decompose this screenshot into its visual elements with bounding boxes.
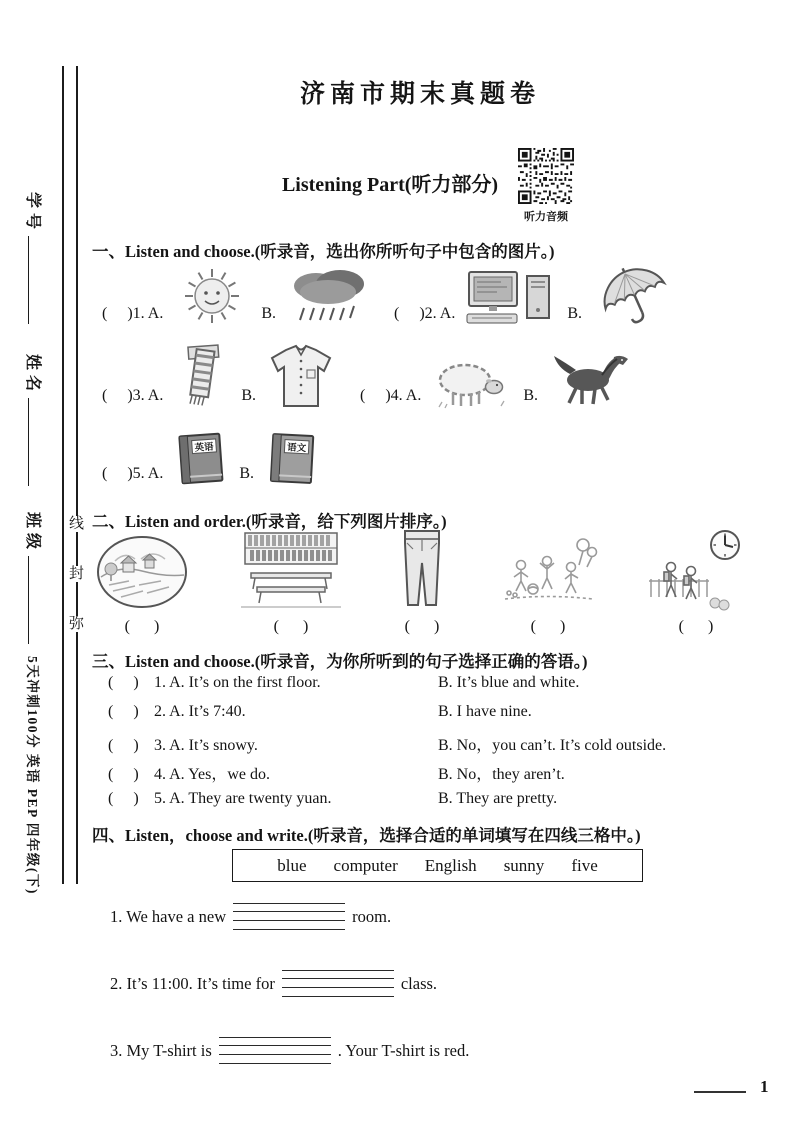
option-a: 5. A. They are twenty yuan. <box>154 790 332 807</box>
option-a: 2. A. It’s 7:40. <box>154 703 246 720</box>
seal-line-left <box>62 66 64 884</box>
umbrella-image <box>592 264 676 328</box>
horse-image <box>548 350 634 410</box>
sentence-post: room. <box>352 907 392 926</box>
footer-rule <box>694 1091 746 1093</box>
page-number: 1 <box>760 1077 769 1096</box>
english-book-image <box>173 430 229 488</box>
sidebar-student-no <box>23 192 46 324</box>
student-no-fill-line <box>28 236 42 324</box>
playground-image <box>497 531 599 611</box>
s1-row-2 <box>102 344 634 410</box>
answer-bracket: ( ) <box>108 703 139 720</box>
option-b: B. It’s blue and white. <box>438 674 580 691</box>
chinese-book-text: 语文 <box>286 443 307 455</box>
s2-bracket-3: ( ) <box>404 618 440 635</box>
option-a: 1. A. It’s on the first floor. <box>154 674 321 691</box>
s3-item-2 <box>108 703 768 732</box>
seal-char-2: 封 <box>68 566 84 582</box>
sidebar-class <box>23 512 46 644</box>
sentence-post: . Your T-shirt is red. <box>337 1041 470 1060</box>
chinese-book-image <box>264 430 320 488</box>
library-image <box>235 529 347 611</box>
option-b: B. I have nine. <box>438 703 532 720</box>
sentence-pre: 1. We have a new <box>110 907 227 926</box>
s1-item1-label: ( )1. A. <box>102 305 164 322</box>
school-clock-image <box>645 527 747 611</box>
s2-cell-3 <box>393 527 451 636</box>
section4-heading: 四、Listen，choose and write.(听录音，选择合适的单词填写在四线三格中。) <box>92 826 641 845</box>
answer-bracket: ( ) <box>108 766 139 783</box>
writing-grid <box>282 970 394 997</box>
word-bank-word: blue <box>277 855 307 875</box>
seal-char-1: 线 <box>68 516 84 532</box>
option-b: B. They are pretty. <box>438 790 558 807</box>
s4-sentence-1 <box>110 903 391 930</box>
qr-code-icon <box>518 148 574 204</box>
s2-cell-2 <box>235 529 347 636</box>
audio-qr-label: 听力音频 <box>524 211 568 223</box>
page-title: 济南市期末真题卷 <box>299 81 540 108</box>
sentence-pre: 3. My T-shirt is <box>110 1041 212 1060</box>
s1-item5-label: ( )5. A. <box>102 465 164 482</box>
s2-cell-1 <box>95 533 189 636</box>
word-bank-word: English <box>424 855 477 875</box>
sidebar-book-title: 5天冲刺100分 英语 PEP 四年级(下) <box>25 656 40 895</box>
option-b: B. No，they aren’t. <box>438 766 565 783</box>
class-label: 班级 <box>24 512 41 555</box>
s2-cell-5 <box>645 527 747 636</box>
s3-item-5 <box>108 790 768 819</box>
student-no-label: 学号 <box>24 192 41 235</box>
s4-sentence-2 <box>110 970 437 997</box>
section2-heading: 二、Listen and order.(听录音，给下列图片排序。) <box>92 512 447 531</box>
s1-item1-b-label: B. <box>261 305 276 322</box>
section3-heading: 三、Listen and choose.(听录音，为你所听到的句子选择正确的答语。) <box>92 652 588 671</box>
s1-item2-b-label: B. <box>567 305 582 322</box>
name-fill-line <box>28 398 42 486</box>
sentence-post: class. <box>400 974 438 993</box>
s4-sentence-3 <box>110 1037 469 1064</box>
answer-bracket: ( ) <box>108 737 139 754</box>
s1-item4-label: ( )4. A. <box>360 387 422 404</box>
s1-item3-label: ( )3. A. <box>102 387 164 404</box>
writing-grid <box>219 1037 331 1064</box>
word-bank-word: sunny <box>503 855 545 875</box>
word-bank-box <box>232 849 643 882</box>
sidebar-name <box>23 354 46 486</box>
answer-bracket: ( ) <box>108 674 139 691</box>
listening-part-heading: Listening Part(听力部分) <box>281 174 499 196</box>
shirt-image <box>266 344 336 410</box>
pants-image <box>393 527 451 611</box>
option-a: 4. A. Yes，we do. <box>154 766 271 783</box>
s2-bracket-1: ( ) <box>124 618 160 635</box>
english-book-text: 英语 <box>194 442 215 454</box>
s2-bracket-2: ( ) <box>273 618 309 635</box>
word-bank-word: five <box>571 855 598 875</box>
s1-item3-b-label: B. <box>241 387 256 404</box>
s3-item-3 <box>108 732 768 761</box>
option-a: 3. A. It’s snowy. <box>154 737 258 754</box>
sentence-pre: 2. It’s 11:00. It’s time for <box>110 974 275 993</box>
sheep-image <box>431 354 513 410</box>
s1-item2-label: ( )2. A. <box>394 305 456 322</box>
s2-bracket-5: ( ) <box>678 618 714 635</box>
computer-image <box>465 266 557 328</box>
word-bank-word: computer <box>333 855 398 875</box>
s3-item-1 <box>108 674 768 703</box>
class-fill-line <box>28 556 42 644</box>
s3-list <box>108 674 768 819</box>
section1-heading: 一、Listen and choose.(听录音，选出你所听句子中包含的图片。) <box>92 242 555 261</box>
s3-item-4 <box>108 761 768 790</box>
s2-cell-4 <box>497 531 599 636</box>
s1-item4-b-label: B. <box>523 387 538 404</box>
s2-bracket-4: ( ) <box>530 618 566 635</box>
scarf-image <box>173 344 231 410</box>
seal-line-right <box>76 66 78 884</box>
rain-cloud-image <box>286 264 370 328</box>
seal-char-3: 弥 <box>68 616 84 632</box>
s1-row-3 <box>102 430 320 488</box>
option-b: B. No，you can’t. It’s cold outside. <box>438 737 667 754</box>
name-label: 姓名 <box>24 354 41 397</box>
s1-row-1 <box>102 264 676 328</box>
answer-bracket: ( ) <box>108 790 139 807</box>
s2-images-row <box>95 527 747 636</box>
s1-item5-b-label: B. <box>239 465 254 482</box>
countryside-image <box>95 533 189 611</box>
sun-image <box>173 264 251 328</box>
writing-grid <box>233 903 345 930</box>
